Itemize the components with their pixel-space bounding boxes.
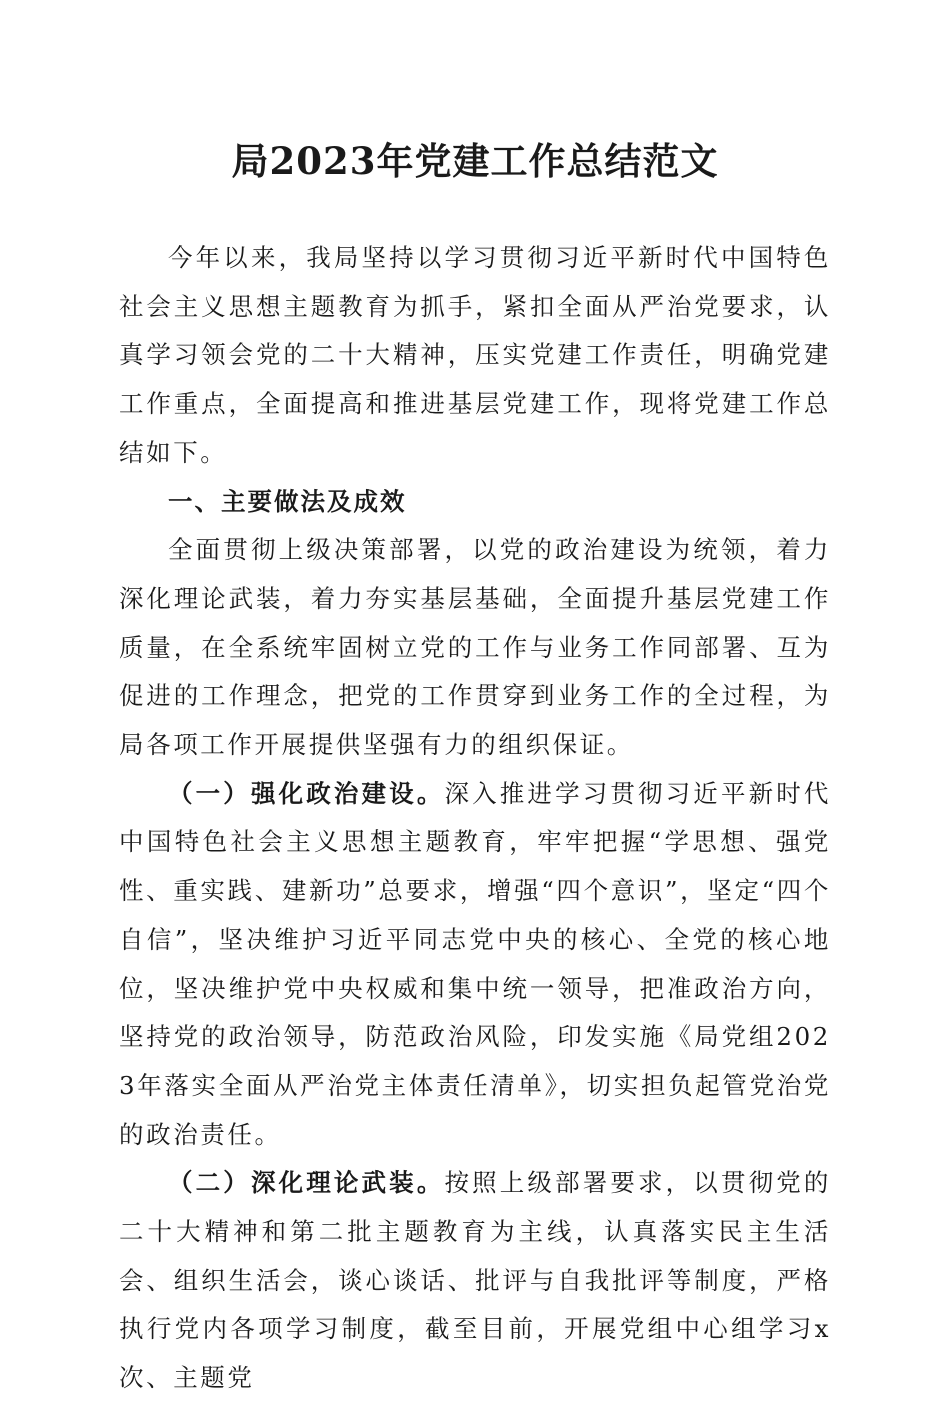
document-body <box>119 234 831 1403</box>
document-title: 局2023年党建工作总结范文 <box>231 139 719 183</box>
item-paragraph-theory-arming <box>119 1159 831 1403</box>
section-heading-main-practices: 一、主要做法及成效 <box>168 486 407 516</box>
item-heading-theory-arming: （二）深化理论武装。 <box>168 1168 445 1198</box>
item-body-theory-arming: 按照上级部署要求，以贯彻党的二十大精神和第二批主题教育为主线，认真落实民主生活会、组织生活会，谈心谈话、批评与自我批评等制度，严格执行党内各项学习制度，截至目前，开展党组中心组学习x次、主题党 <box>119 1168 832 1393</box>
intro-paragraph: 今年以来，我局坚持以学习贯彻习近平新时代中国特色社会主义思想主题教育为抓手，紧扣全面从严治党要求，认真学习领会党的二十大精神，压实党建工作责任，明确党建工作重点，全面提高和推进基层党建工作，现将党建工作总结如下。 <box>119 243 831 467</box>
item-body-political-building: 深入推进学习贯彻习近平新时代中国特色社会主义思想主题教育，牢牢把握“学思想、强党性、重实践、建新功”总要求，增强“四个意识”，坚定“四个自信”，坚决维护习近平同志党中央的核心、全党的核心地位，坚决维护党中央权威和集中统一领导，把准政治方向，坚持党的政治领导，防范政治风险，印发实施《局党组2023年落实全面从严治党主体责任清单》，切实担负起管党治党的政治责任。 <box>119 778 832 1149</box>
item-paragraph-political-building <box>119 770 831 1160</box>
item-heading-political-building: （一）强化政治建设。 <box>168 778 445 808</box>
section-intro-paragraph: 全面贯彻上级决策部署，以党的政治建设为统领，着力深化理论武装，着力夯实基层基础，全面提升基层党建工作质量，在全系统牢固树立党的工作与业务工作同部署、互为促进的工作理念，把党的工作贯穿到业务工作的全过程，为局各项工作开展提供坚强有力的组织保证。 <box>119 535 831 760</box>
